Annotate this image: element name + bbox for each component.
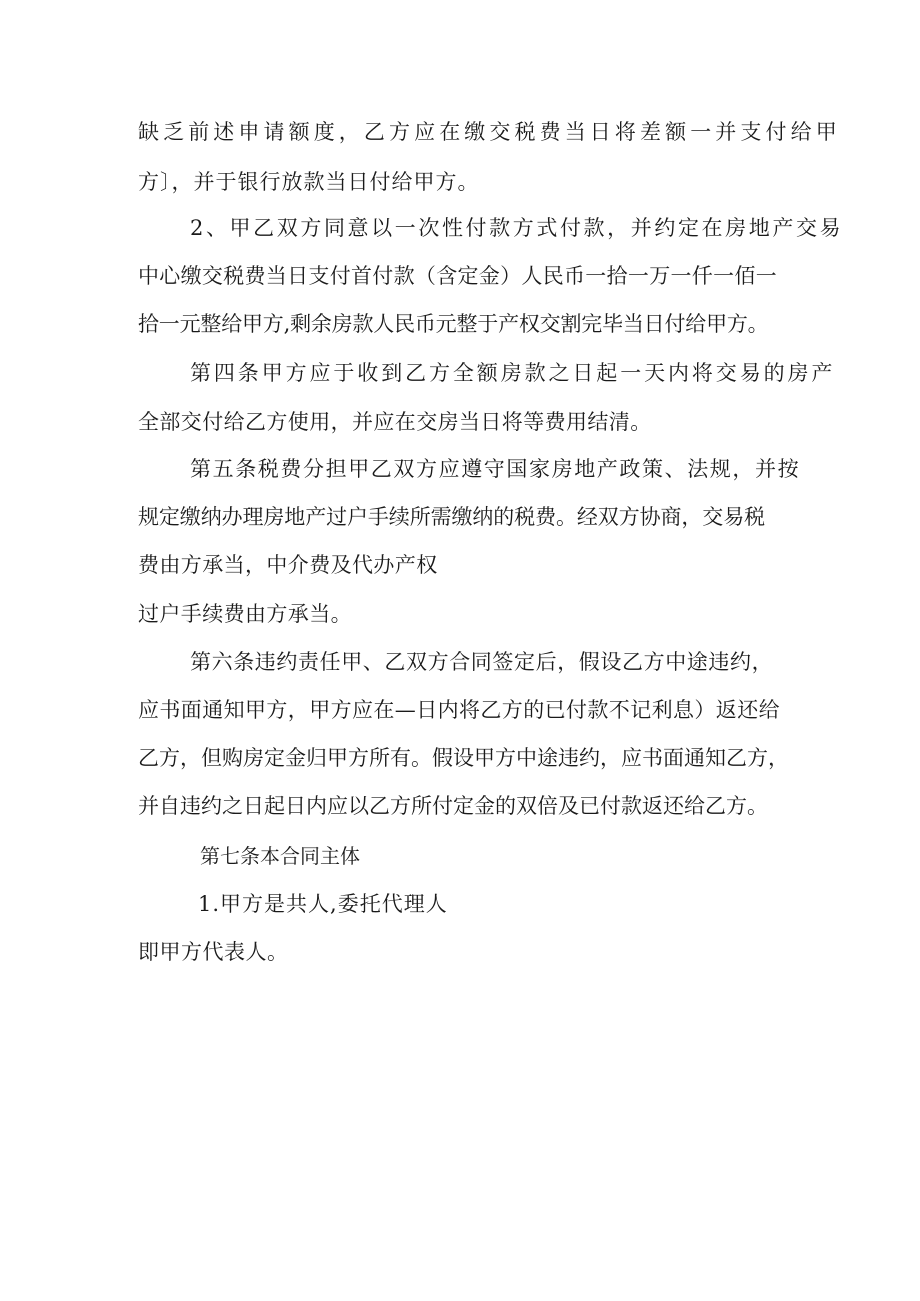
- body-line-13: 应书面通知甲方，甲方应在—日内将乙方的已付款不记利息）返还给: [138, 698, 780, 722]
- body-line-17: 1.甲方是共人,委托代理人: [198, 892, 448, 916]
- body-line-15: 并自违约之日起日内应以乙方所付定金的双倍及已付款返还给乙方。: [138, 794, 768, 818]
- body-line-18: 即甲方代表人。: [138, 940, 289, 964]
- body-line-3: 2、甲乙双方同意以一次性付款方式付款，并约定在房地产交易: [190, 216, 844, 240]
- body-line-11: 过户手续费由方承当。: [138, 602, 352, 626]
- body-line-12: 第六条违约责任甲、乙双方合同签定后，假设乙方中途违约，: [190, 650, 774, 674]
- body-line-2: 方〕，并于银行放款当日付给甲方。: [138, 170, 480, 194]
- body-line-14: 乙方，但购房定金归甲方所有。假设甲方中途违约，应书面通知乙方，: [138, 746, 789, 770]
- body-line-6: 第四条甲方应于收到乙方全额房款之日起一天内将交易的房产: [190, 361, 836, 385]
- body-line-10: 费由方承当，中介费及代办产权: [138, 553, 438, 577]
- body-line-4: 中心缴交税费当日支付首付款（含定金）人民币一拾一万一仟一佰一: [138, 264, 777, 288]
- body-line-8: 第五条税费分担甲乙双方应遵守国家房地产政策、法规，并按: [190, 457, 801, 481]
- body-line-9: 规定缴纳办理房地产过户手续所需缴纳的税费。经双方协商，交易税: [138, 505, 765, 529]
- section-heading-article-7: 第七条本合同主体: [200, 844, 360, 868]
- body-line-1: 缺乏前述申请额度，乙方应在缴交税费当日将差额一并支付给甲: [138, 120, 841, 144]
- body-line-5: 拾一元整给甲方,剩余房款人民币元整于产权交割完毕当日付给甲方。: [138, 312, 769, 336]
- body-line-7: 全部交付给乙方使用，并应在交房当日将等费用结清。: [138, 410, 652, 434]
